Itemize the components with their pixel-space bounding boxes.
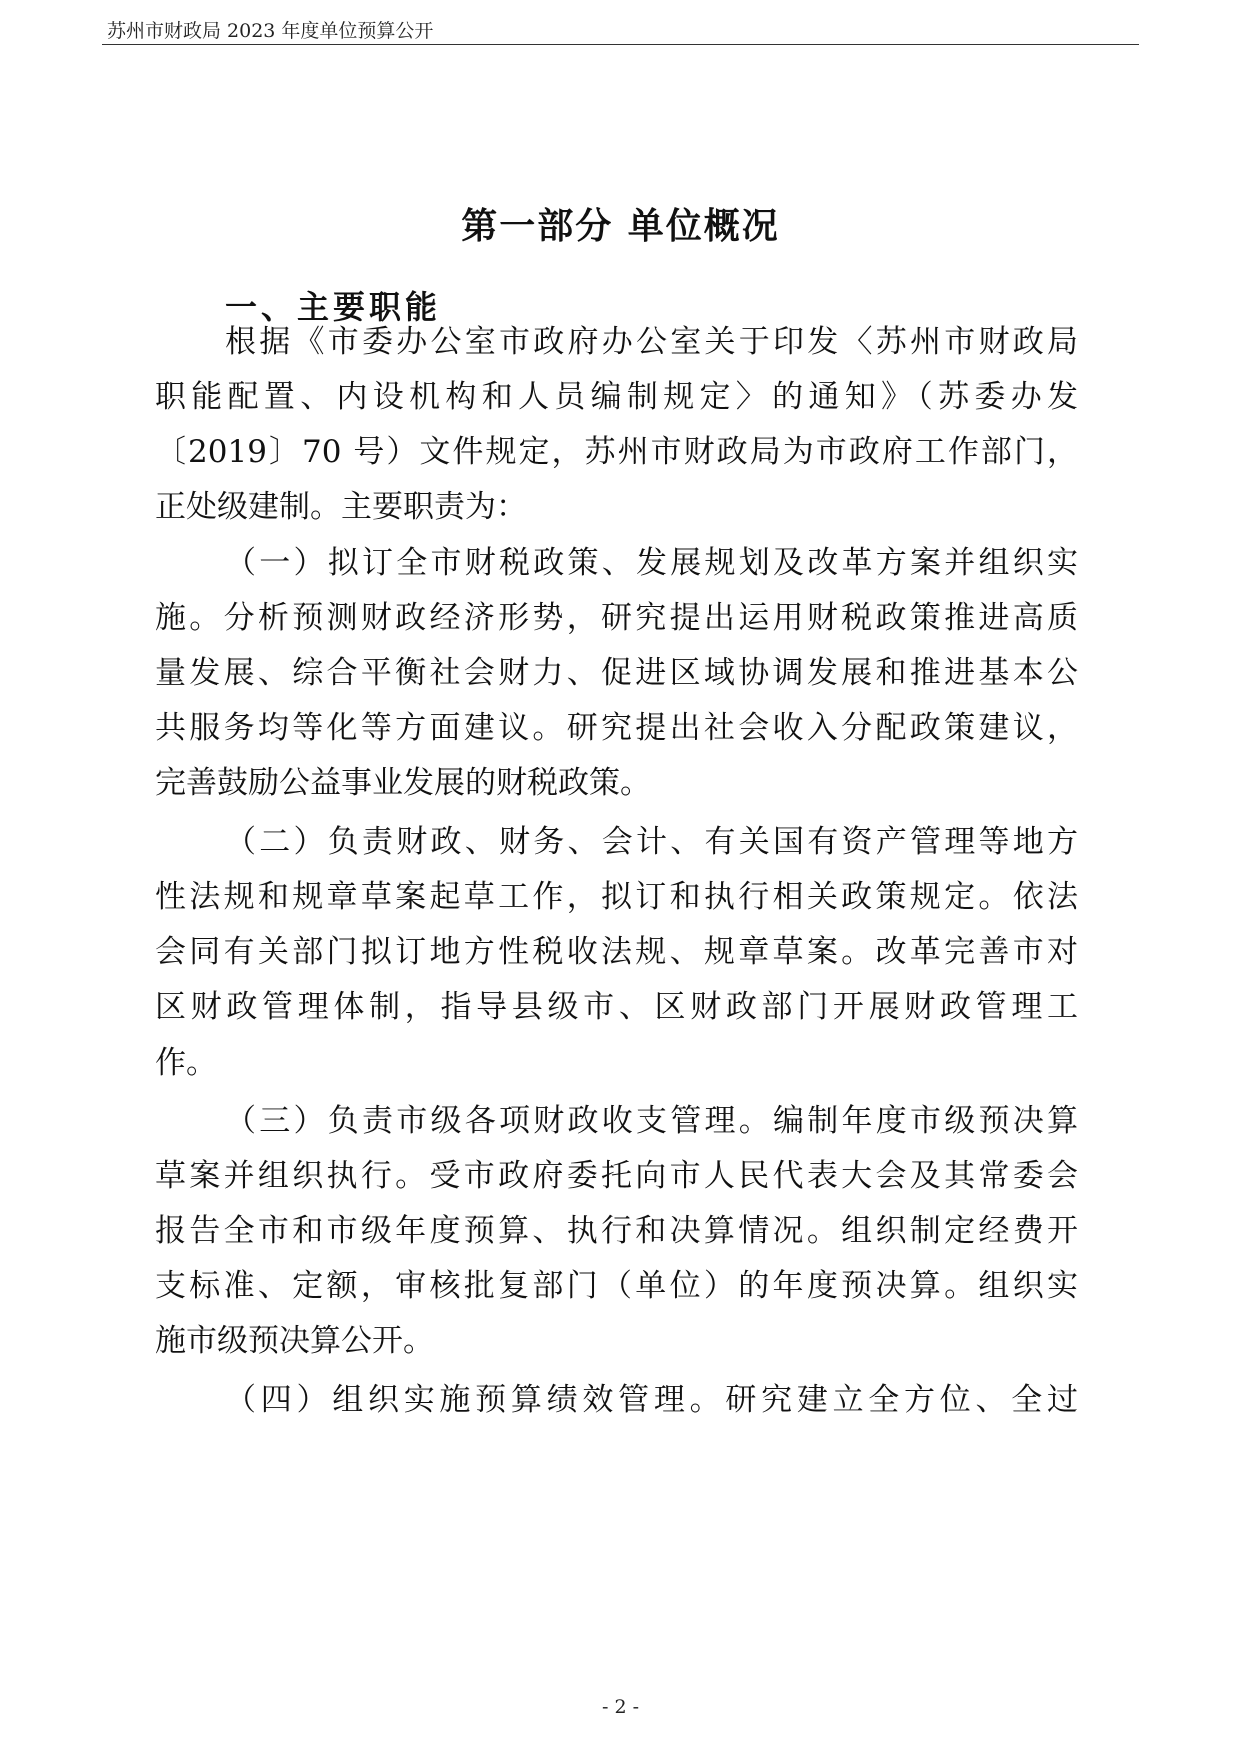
paragraph-line: 完善鼓励公益事业发展的财税政策。: [155, 765, 651, 801]
paragraph-line: 区财政管理体制，指导县级市、区财政部门开展财政管理工: [155, 989, 1078, 1025]
paragraph-line: 性法规和规章草案起草工作，拟订和执行相关政策规定。依法: [155, 879, 1078, 915]
paragraph-line: （三）负责市级各项财政收支管理。编制年度市级预决算: [225, 1103, 1078, 1139]
paragraph-line: 共服务均等化等方面建议。研究提出社会收入分配政策建议，: [155, 710, 1078, 746]
paragraph-line: 作。: [155, 1045, 217, 1081]
header-divider: [102, 44, 1139, 45]
paragraph-line: 施。分析预测财政经济形势，研究提出运用财税政策推进高质: [155, 600, 1078, 636]
paragraph-line: 正处级建制。主要职责为：: [155, 489, 527, 525]
page-number: - 2 -: [601, 1696, 639, 1718]
running-header: 苏州市财政局 2023 年度单位预算公开: [107, 20, 434, 42]
paragraph-line: （四）组织实施预算绩效管理。研究建立全方位、全过: [225, 1382, 1078, 1418]
page-title: 第一部分 单位概况: [461, 206, 780, 247]
section-heading: 一、主要职能: [225, 288, 442, 326]
paragraph-line: 根据《市委办公室市政府办公室关于印发〈苏州市财政局: [225, 324, 1078, 360]
paragraph-line: （二）负责财政、财务、会计、有关国有资产管理等地方: [225, 824, 1078, 860]
paragraph-line: 职能配置、内设机构和人员编制规定〉的通知》（苏委办发: [155, 379, 1078, 415]
paragraph-line: 报告全市和市级年度预算、执行和决算情况。组织制定经费开: [155, 1213, 1078, 1249]
paragraph-line: 施市级预决算公开。: [155, 1323, 434, 1359]
paragraph-line: 支标准、定额，审核批复部门（单位）的年度预决算。组织实: [155, 1268, 1078, 1304]
paragraph-line: 〔2019〕70 号）文件规定，苏州市财政局为市政府工作部门，: [155, 434, 1078, 470]
paragraph-line: 草案并组织执行。受市政府委托向市人民代表大会及其常委会: [155, 1158, 1078, 1194]
paragraph-line: （一）拟订全市财税政策、发展规划及改革方案并组织实: [225, 545, 1078, 581]
paragraph-line: 量发展、综合平衡社会财力、促进区域协调发展和推进基本公: [155, 655, 1078, 691]
paragraph-line: 会同有关部门拟订地方性税收法规、规章草案。改革完善市对: [155, 934, 1078, 970]
